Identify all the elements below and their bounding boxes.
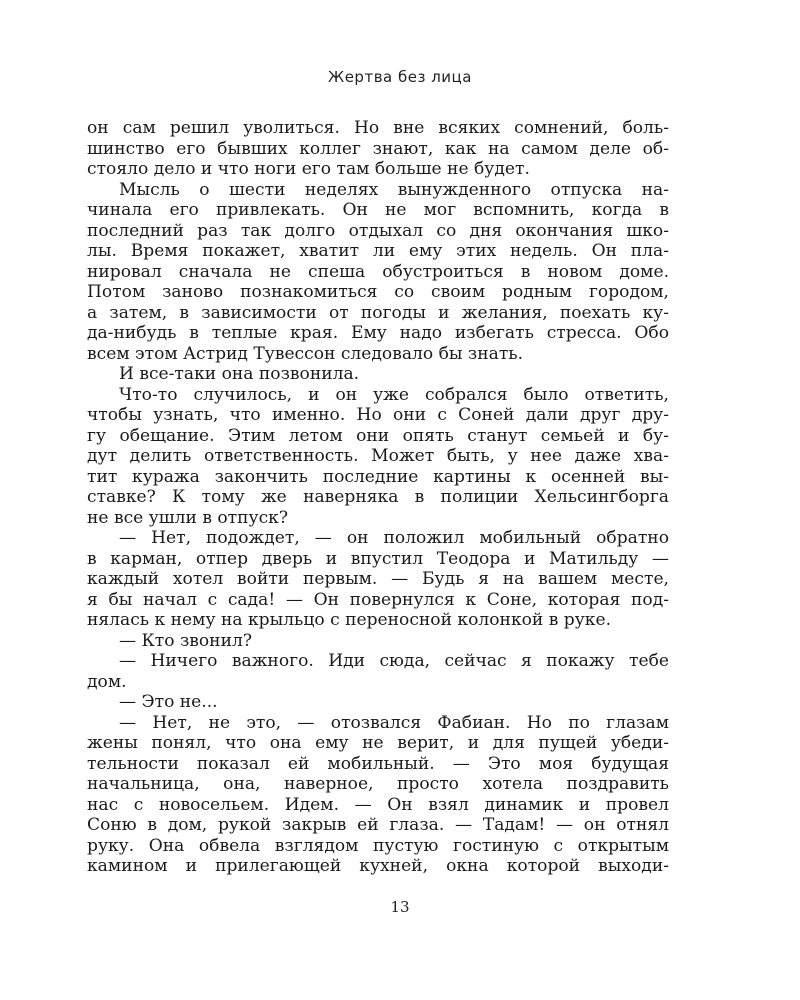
text-line: ставке? К тому же наверняка в полиции Хельсингборга: [87, 487, 669, 507]
text-line: дом.: [87, 671, 127, 692]
text-line: лы. Время покажет, хватит ли ему этих недель. Он пла-: [87, 241, 669, 261]
text-line: нас с новосельем. Идем. — Он взял динамик и провел: [87, 794, 669, 815]
text-line: камином и прилегающей кухней, окна которой выходи-: [87, 856, 669, 876]
text-line: чтобы узнать, что именно. Но они с Соней дали друг дру-: [87, 405, 669, 425]
text-line: всем этом Астрид Тувессон следовало бы знать.: [87, 343, 524, 364]
text-line: руку. Она обвела взглядом пустую гостиную с открытым: [87, 835, 669, 856]
text-line: шинство его бывших коллег знают, как на самом деле об-: [87, 138, 669, 159]
text-line: тит куража закончить последние картины к осенней вы-: [87, 466, 669, 487]
text-line: — Нет, не это, — отозвался Фабиан. Но по глазам: [119, 712, 669, 733]
text-line: — Ничего важного. Иди сюда, сейчас я покажу тебе: [119, 651, 669, 671]
text-line: не все ушли в отпуск?: [87, 507, 289, 528]
text-line: Мысль о шести неделях вынужденного отпуска на-: [119, 179, 669, 200]
text-line: — Кто звонил?: [119, 630, 252, 651]
text-line: нировал сначала не спеша обустроиться в новом доме.: [87, 261, 669, 282]
text-line: Потом заново познакомиться со своим родным городом,: [87, 282, 669, 302]
text-line: последний раз так долго отдыхал со дня окончания шко-: [87, 220, 669, 241]
text-line: Соню в дом, рукой закрыв ей глаза. — Тадам! — он отнял: [87, 815, 669, 835]
text-line: стояло дело и что ноги его там больше не будет.: [87, 159, 530, 179]
body-text: [87, 118, 669, 877]
text-line: дут делить ответственность. Может быть, у нее даже хва-: [87, 446, 669, 466]
page-number: 13: [390, 898, 410, 916]
text-line: И все-таки она позвонила.: [119, 364, 360, 384]
text-line: жены понял, что она ему не верит, и для пущей убеди-: [87, 733, 669, 753]
text-line: — Нет, подождет, — он положил мобильный обратно: [119, 528, 669, 548]
text-line: в карман, отпер дверь и впустил Теодора и Матильду —: [87, 548, 669, 569]
text-line: чинала его привлекать. Он не мог вспомнить, когда в: [87, 200, 669, 220]
running-head: Жертва без лица: [328, 68, 472, 86]
text-line: а затем, в зависимости от погоды и желания, поехать ку-: [87, 302, 669, 323]
text-line: начальница, она, наверное, просто хотела поздравить: [87, 774, 669, 794]
text-line: он сам решил уволиться. Но вне всяких сомнений, боль-: [87, 118, 669, 138]
text-line: нялась к нему на крыльцо с переносной колонкой в руке.: [87, 610, 612, 630]
text-line: тельности показал ей мобильный. — Это моя будущая: [87, 753, 669, 774]
text-line: да-нибудь в теплые края. Ему надо избегать стресса. Обо: [87, 323, 669, 343]
text-line: — Это не...: [119, 692, 218, 712]
text-line: каждый хотел войти первым. — Будь я на вашем месте,: [87, 569, 669, 589]
text-line: Что-то случилось, и он уже собрался было ответить,: [119, 384, 669, 405]
text-line: я бы начал с сада! — Он повернулся к Соне, которая под-: [87, 589, 669, 610]
text-line: гу обещание. Этим летом они опять станут семьей и бу-: [87, 425, 669, 446]
